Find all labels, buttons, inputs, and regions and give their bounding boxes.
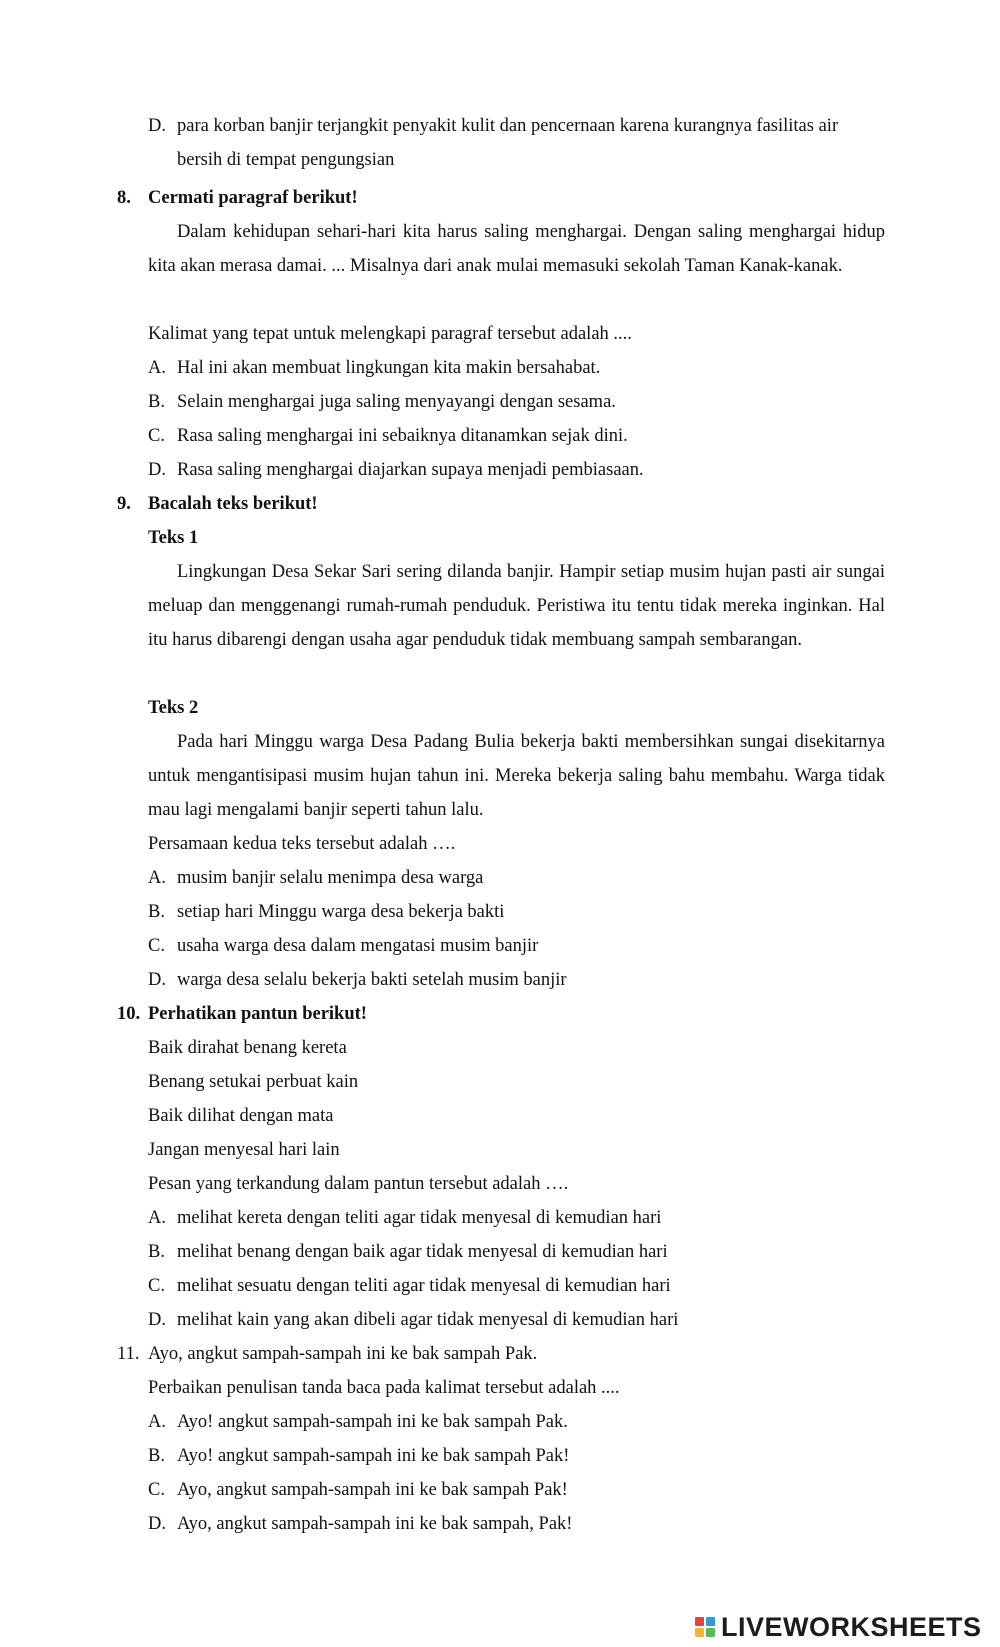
pantun-line: Baik dilihat dengan mata <box>148 1106 334 1126</box>
text1-paragraph: Lingkungan Desa Sekar Sari sering dilanda banjir. Hampir setiap musim hujan pasti air sungai meluap dan menggenangi rumah-rumah penduduk. Peristiwa itu tentu tidak mereka inginkan. Hal itu harus dibarengi dengan usaha agar penduduk tidak membuang sampah sembarangan. <box>148 562 885 650</box>
option-text: Ayo, angkut sampah-sampah ini ke bak sampah Pak! <box>177 1480 568 1500</box>
liveworksheets-logo-text: LIVEWORKSHEETS <box>721 1611 982 1642</box>
option-letter: C. <box>148 936 165 956</box>
question-paragraph: Dalam kehidupan sehari-hari kita harus saling menghargai. Dengan saling menghargai hidup kita akan merasa damai. ... Misalnya dari anak mulai memasuki sekolah Taman Kanak-kanak. <box>148 222 885 276</box>
text1-title: Teks 1 <box>148 528 199 548</box>
logo-square <box>706 1628 715 1637</box>
option-letter: B. <box>148 392 165 412</box>
logo-square <box>695 1628 704 1637</box>
option-text: Ayo! angkut sampah-sampah ini ke bak sampah Pak. <box>177 1412 568 1432</box>
option-letter: D. <box>148 1514 166 1534</box>
option-text: Rasa saling menghargai ini sebaiknya ditanamkan sejak dini. <box>177 426 628 446</box>
question-sentence: Ayo, angkut sampah-sampah ini ke bak sampah Pak. <box>148 1344 538 1364</box>
question-instruction: Cermati paragraf berikut! <box>148 188 358 208</box>
question-instruction: Bacalah teks berikut! <box>148 494 318 514</box>
option-text: melihat kain yang akan dibeli agar tidak menyesal di kemudian hari <box>177 1310 679 1330</box>
option-letter: C. <box>148 426 165 446</box>
question-instruction: Perhatikan pantun berikut! <box>148 1004 367 1024</box>
option-text: Ayo! angkut sampah-sampah ini ke bak sampah Pak! <box>177 1446 570 1466</box>
question-number: 11. <box>117 1344 140 1364</box>
option-text: Selain menghargai juga saling menyayangi dengan sesama. <box>177 392 616 412</box>
option-letter: A. <box>148 358 166 378</box>
option-text: musim banjir selalu menimpa desa warga <box>177 868 484 888</box>
option-letter: A. <box>148 868 166 888</box>
option-letter: A. <box>148 1412 166 1432</box>
option-text: warga desa selalu bekerja bakti setelah musim banjir <box>177 970 567 990</box>
option-letter: C. <box>148 1276 165 1296</box>
question-number: 8. <box>117 188 131 208</box>
option-text: para korban banjir terjangkit penyakit kulit dan pencernaan karena kurangnya fasilitas air bersih di tempat pengungsian <box>177 116 839 170</box>
question-prompt: Kalimat yang tepat untuk melengkapi paragraf tersebut adalah .... <box>148 324 632 344</box>
logo-square <box>706 1617 715 1626</box>
question-prompt: Persamaan kedua teks tersebut adalah …. <box>148 834 456 854</box>
liveworksheets-logo-icon <box>695 1617 715 1637</box>
liveworksheets-logo <box>695 1610 982 1644</box>
pantun-line: Benang setukai perbuat kain <box>148 1072 359 1092</box>
option-letter: D. <box>148 116 166 136</box>
question-prompt: Perbaikan penulisan tanda baca pada kalimat tersebut adalah .... <box>148 1378 620 1398</box>
text2-title: Teks 2 <box>148 698 199 718</box>
option-letter: C. <box>148 1480 165 1500</box>
text2-paragraph: Pada hari Minggu warga Desa Padang Bulia bekerja bakti membersihkan sungai disekitarnya untuk mengantisipasi musim hujan tahun ini. Mereka bekerja saling bahu membahu. Warga tidak mau lagi mengalami banjir seperti tahun lalu. <box>148 732 885 820</box>
pantun-line: Baik dirahat benang kereta <box>148 1038 347 1058</box>
option-text: setiap hari Minggu warga desa bekerja bakti <box>177 902 505 922</box>
option-letter: B. <box>148 1242 165 1262</box>
option-letter: D. <box>148 970 166 990</box>
option-letter: D. <box>148 1310 166 1330</box>
option-text: usaha warga desa dalam mengatasi musim banjir <box>177 936 539 956</box>
logo-square <box>695 1617 704 1626</box>
option-letter: B. <box>148 1446 165 1466</box>
option-text: melihat sesuatu dengan teliti agar tidak menyesal di kemudian hari <box>177 1276 671 1296</box>
pantun-line: Jangan menyesal hari lain <box>148 1140 340 1160</box>
option-letter: A. <box>148 1208 166 1228</box>
option-letter: D. <box>148 460 166 480</box>
question-prompt: Pesan yang terkandung dalam pantun tersebut adalah …. <box>148 1174 569 1194</box>
option-text: melihat benang dengan baik agar tidak menyesal di kemudian hari <box>177 1242 668 1262</box>
option-text: melihat kereta dengan teliti agar tidak menyesal di kemudian hari <box>177 1208 662 1228</box>
question-number: 9. <box>117 494 131 514</box>
question-number: 10. <box>117 1004 141 1024</box>
option-text: Hal ini akan membuat lingkungan kita makin bersahabat. <box>177 358 601 378</box>
option-text: Ayo, angkut sampah-sampah ini ke bak sampah, Pak! <box>177 1514 573 1534</box>
option-text: Rasa saling menghargai diajarkan supaya menjadi pembiasaan. <box>177 460 644 480</box>
option-letter: B. <box>148 902 165 922</box>
